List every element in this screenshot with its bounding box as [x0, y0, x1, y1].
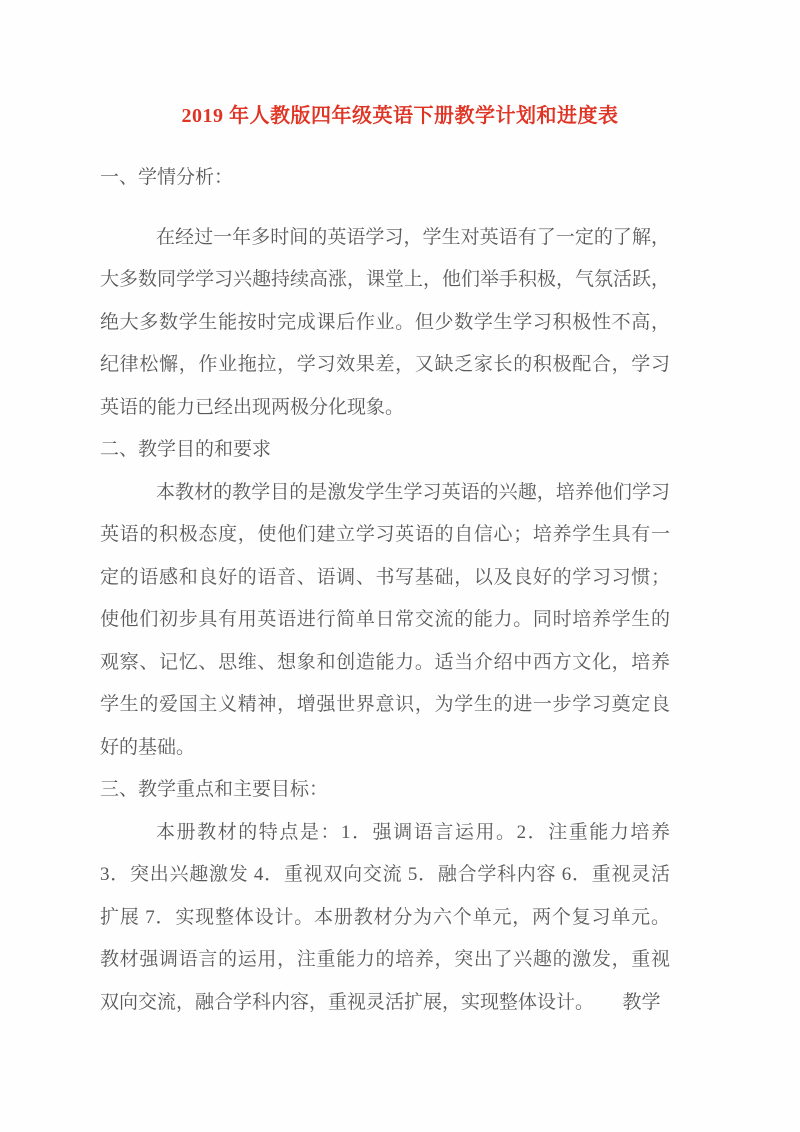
text-line: 双向交流，融合学科内容，重视灵活扩展，实现整体设计。 教学 — [100, 991, 661, 1013]
text-line: 定的语感和良好的语音、语调、书写基础，以及良好的学习习惯； — [100, 566, 670, 588]
text-line: 使他们初步具有用英语进行简单日常交流的能力。同时培养学生的 — [100, 609, 670, 630]
text-line: 大多数同学学习兴趣持续高涨，课堂上，他们举手积极，气氛活跃， — [100, 269, 670, 290]
text-line: 教材强调语言的运用，注重能力的培养，突出了兴趣的激发，重视 — [100, 949, 670, 970]
text-line: 好的基础。 — [100, 736, 196, 758]
text-line: 英语的能力已经出现两极分化现象。 — [100, 396, 405, 418]
text-line: 本教材的教学目的是激发学生学习英语的兴趣，培养他们学习 — [156, 481, 670, 503]
text-line: 英语的积极态度，使他们建立学习英语的自信心；培养学生具有一 — [100, 524, 670, 545]
text-line: 3．突出兴趣激发 4．重视双向交流 5．融合学科内容 6．重视灵活 — [100, 864, 670, 885]
document-title: 2019 年人教版四年级英语下册教学计划和进度表 — [181, 105, 619, 127]
text-line: 扩展 7．实现整体设计。本册教材分为六个单元，两个复习单元。 — [100, 906, 670, 928]
section-heading: 二、教学目的和要求 — [100, 439, 272, 460]
document-body — [100, 157, 670, 1024]
text-line: 在经过一年多时间的英语学习，学生对英语有了一定的了解， — [156, 226, 670, 248]
text-line: 本册教材的特点是：1．强调语言运用。2．注重能力培养 — [156, 821, 670, 843]
text-line: 学生的爱国主义精神，增强世界意识，为学生的进一步学习奠定良 — [100, 694, 670, 715]
text-line: 纪律松懈，作业拖拉，学习效果差，又缺乏家长的积极配合，学习 — [100, 354, 670, 375]
section-heading: 三、教学重点和主要目标： — [100, 779, 329, 800]
section-heading: 一、学情分析： — [100, 167, 234, 188]
text-line: 绝大多数学生能按时完成课后作业。但少数学生学习积极性不高， — [100, 311, 670, 333]
text-line: 观察、记忆、思维、想象和创造能力。适当介绍中西方文化，培养 — [100, 651, 670, 673]
